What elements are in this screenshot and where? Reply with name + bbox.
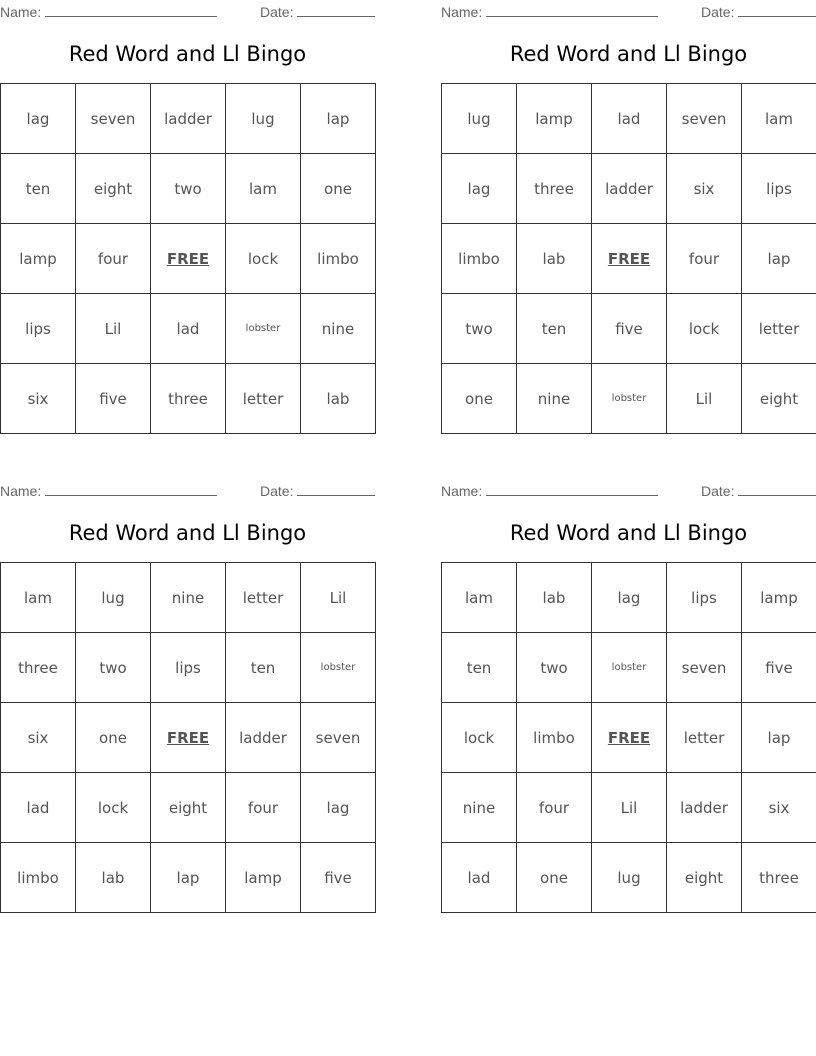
bingo-cell: one: [517, 843, 592, 913]
bingo-cell: ladder: [151, 84, 226, 154]
bingo-cell: lobster: [301, 633, 376, 703]
bingo-cell: letter: [667, 703, 742, 773]
bingo-cell: five: [592, 294, 667, 364]
name-blank: [45, 482, 217, 496]
name-blank: [45, 3, 217, 17]
date-label: Date:: [260, 4, 294, 20]
bingo-cell: lad: [1, 773, 76, 843]
bingo-cell: lab: [76, 843, 151, 913]
bingo-card-1: [0, 0, 375, 434]
bingo-cell: letter: [742, 294, 816, 364]
bingo-cell: four: [667, 224, 742, 294]
bingo-cell: lamp: [742, 563, 816, 633]
bingo-cell: ten: [1, 154, 76, 224]
bingo-cell: four: [517, 773, 592, 843]
bingo-cell: six: [742, 773, 816, 843]
bingo-cell: two: [442, 294, 517, 364]
bingo-cell: Lil: [301, 563, 376, 633]
bingo-cell: lips: [151, 633, 226, 703]
bingo-cell: Lil: [76, 294, 151, 364]
name-date-line: [441, 482, 816, 498]
bingo-cell: lock: [442, 703, 517, 773]
bingo-cell: ten: [517, 294, 592, 364]
bingo-cell: six: [1, 364, 76, 434]
bingo-row: [442, 703, 816, 773]
bingo-cell: lock: [667, 294, 742, 364]
bingo-cell: lap: [301, 84, 376, 154]
bingo-cell: lap: [151, 843, 226, 913]
bingo-cell: limbo: [301, 224, 376, 294]
name-date-line: [0, 3, 375, 19]
date-field: [701, 3, 816, 20]
date-field: [260, 482, 375, 499]
free-space: FREE: [592, 703, 667, 773]
free-space: FREE: [151, 703, 226, 773]
bingo-cell: lag: [442, 154, 517, 224]
bingo-cell: nine: [517, 364, 592, 434]
bingo-cell: ten: [226, 633, 301, 703]
bingo-cell: Lil: [667, 364, 742, 434]
bingo-cell: lag: [592, 563, 667, 633]
bingo-cell: lad: [592, 84, 667, 154]
date-field: [701, 482, 816, 499]
bingo-cell: eight: [742, 364, 816, 434]
bingo-cell: lab: [517, 563, 592, 633]
bingo-cell: letter: [226, 563, 301, 633]
name-label: Name:: [441, 483, 483, 499]
bingo-cell: one: [301, 154, 376, 224]
bingo-cell: lamp: [226, 843, 301, 913]
card-title: Red Word and Ll Bingo: [68, 42, 307, 66]
date-field: [260, 3, 375, 20]
bingo-cell: two: [517, 633, 592, 703]
bingo-cell: lug: [442, 84, 517, 154]
bingo-cell: eight: [667, 843, 742, 913]
bingo-cell: lug: [226, 84, 301, 154]
bingo-cell: lobster: [226, 294, 301, 364]
bingo-row: [1, 843, 376, 913]
bingo-cell: one: [442, 364, 517, 434]
bingo-row: [442, 563, 816, 633]
name-field: [441, 3, 658, 20]
bingo-cell: lag: [301, 773, 376, 843]
bingo-cell: lap: [742, 703, 816, 773]
bingo-row: [1, 563, 376, 633]
bingo-grid: [441, 83, 816, 434]
bingo-cell: seven: [76, 84, 151, 154]
date-blank: [297, 482, 375, 496]
date-label: Date:: [701, 4, 735, 20]
name-blank: [486, 482, 658, 496]
bingo-row: [442, 224, 816, 294]
bingo-row: [1, 773, 376, 843]
bingo-row: [442, 773, 816, 843]
bingo-cell: limbo: [1, 843, 76, 913]
bingo-cell: four: [226, 773, 301, 843]
bingo-cell: lobster: [592, 364, 667, 434]
bingo-cell: lad: [442, 843, 517, 913]
bingo-cell: lips: [667, 563, 742, 633]
bingo-cell: lug: [592, 843, 667, 913]
bingo-cell: lad: [151, 294, 226, 364]
bingo-cell: five: [76, 364, 151, 434]
bingo-cell: ten: [442, 633, 517, 703]
card-title: Red Word and Ll Bingo: [509, 521, 748, 545]
bingo-cell: lamp: [1, 224, 76, 294]
bingo-cell: lam: [742, 84, 816, 154]
bingo-cell: three: [1, 633, 76, 703]
bingo-card-3: [0, 479, 375, 913]
bingo-row: [1, 633, 376, 703]
date-label: Date:: [701, 483, 735, 499]
bingo-cell: nine: [301, 294, 376, 364]
name-field: [0, 482, 217, 499]
bingo-cell: six: [1, 703, 76, 773]
bingo-cell: limbo: [517, 703, 592, 773]
name-date-line: [441, 3, 816, 19]
bingo-cell: lam: [442, 563, 517, 633]
bingo-cell: lock: [76, 773, 151, 843]
name-label: Name:: [0, 4, 42, 20]
name-date-line: [0, 482, 375, 498]
bingo-cell: lobster: [592, 633, 667, 703]
bingo-cell: Lil: [592, 773, 667, 843]
bingo-cell: seven: [667, 84, 742, 154]
bingo-row: [442, 84, 816, 154]
bingo-cell: lab: [301, 364, 376, 434]
bingo-cell: lips: [1, 294, 76, 364]
bingo-cell: ladder: [667, 773, 742, 843]
bingo-cell: eight: [76, 154, 151, 224]
bingo-row: [1, 703, 376, 773]
bingo-cell: lock: [226, 224, 301, 294]
bingo-card-2: [441, 0, 816, 434]
date-label: Date:: [260, 483, 294, 499]
bingo-row: [1, 154, 376, 224]
card-title: Red Word and Ll Bingo: [68, 521, 307, 545]
bingo-cell: letter: [226, 364, 301, 434]
bingo-cell: five: [301, 843, 376, 913]
bingo-cell: three: [151, 364, 226, 434]
bingo-row: [1, 364, 376, 434]
name-field: [0, 3, 217, 20]
bingo-cell: ladder: [592, 154, 667, 224]
free-space: FREE: [151, 224, 226, 294]
bingo-grid: [0, 562, 376, 913]
bingo-cell: limbo: [442, 224, 517, 294]
bingo-row: [1, 224, 376, 294]
bingo-cell: eight: [151, 773, 226, 843]
bingo-cell: seven: [667, 633, 742, 703]
bingo-row: [442, 154, 816, 224]
bingo-row: [442, 843, 816, 913]
bingo-cell: lag: [1, 84, 76, 154]
bingo-row: [442, 294, 816, 364]
date-blank: [297, 3, 375, 17]
name-label: Name:: [441, 4, 483, 20]
bingo-row: [1, 84, 376, 154]
bingo-cell: lam: [226, 154, 301, 224]
bingo-card-4: [441, 479, 816, 913]
name-field: [441, 482, 658, 499]
bingo-cell: three: [517, 154, 592, 224]
bingo-row: [442, 364, 816, 434]
bingo-cell: lap: [742, 224, 816, 294]
card-title: Red Word and Ll Bingo: [509, 42, 748, 66]
bingo-cell: one: [76, 703, 151, 773]
bingo-cell: five: [742, 633, 816, 703]
bingo-cell: two: [76, 633, 151, 703]
date-blank: [738, 482, 816, 496]
bingo-cell: three: [742, 843, 816, 913]
date-blank: [738, 3, 816, 17]
bingo-cell: six: [667, 154, 742, 224]
bingo-cell: lamp: [517, 84, 592, 154]
bingo-cell: lam: [1, 563, 76, 633]
bingo-cell: four: [76, 224, 151, 294]
name-blank: [486, 3, 658, 17]
bingo-cell: lab: [517, 224, 592, 294]
bingo-row: [1, 294, 376, 364]
bingo-cell: two: [151, 154, 226, 224]
bingo-cell: nine: [151, 563, 226, 633]
bingo-row: [442, 633, 816, 703]
bingo-cell: seven: [301, 703, 376, 773]
name-label: Name:: [0, 483, 42, 499]
free-space: FREE: [592, 224, 667, 294]
bingo-cell: lug: [76, 563, 151, 633]
bingo-cell: ladder: [226, 703, 301, 773]
bingo-grid: [0, 83, 376, 434]
bingo-grid: [441, 562, 816, 913]
bingo-cell: lips: [742, 154, 816, 224]
bingo-cell: nine: [442, 773, 517, 843]
